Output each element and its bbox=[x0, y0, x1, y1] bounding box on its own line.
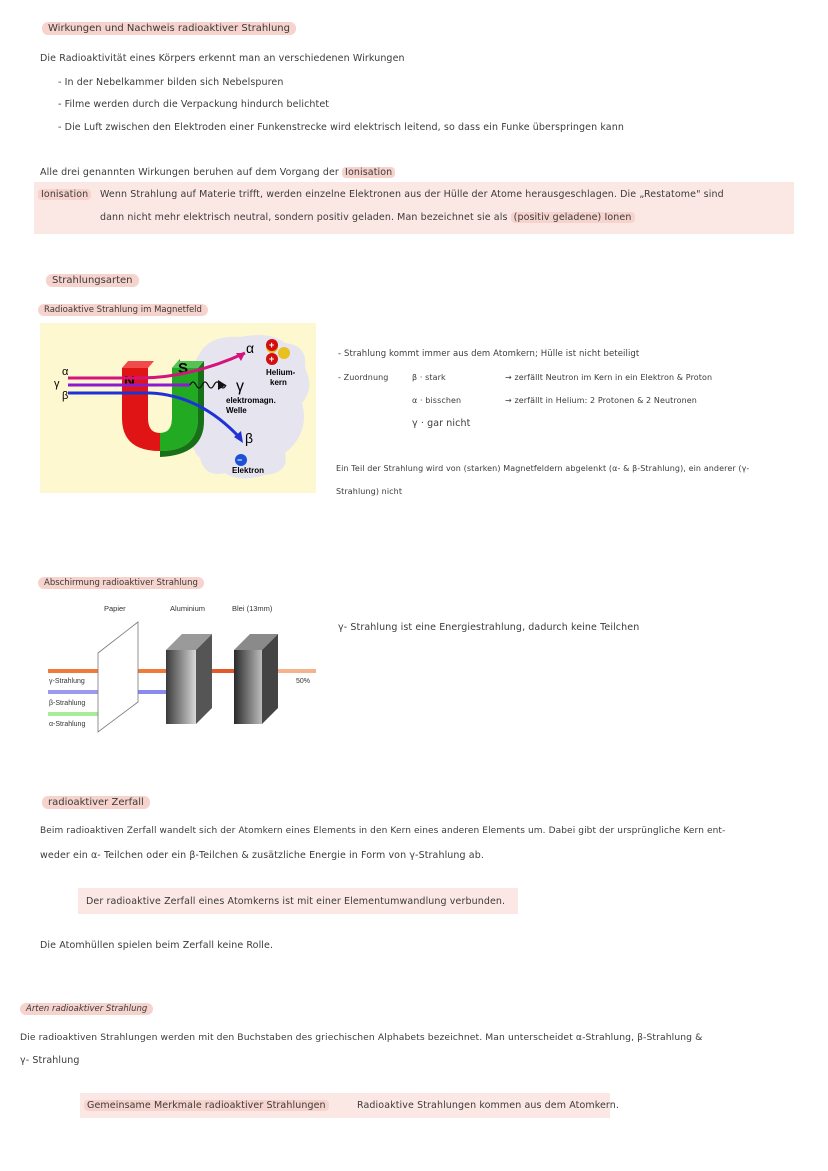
ionisation-line-2: dann nicht mehr elektrisch neutral, sondern positiv geladen. Man bezeichnet sie als (positiv geladene) Ionen bbox=[100, 212, 635, 223]
arten-line-1: Die radioaktiven Strahlungen werden mit den Buchstaben des griechischen Alphabets bezeichnet. Man unterscheidet α-Strahlung, β-Strahlung & bbox=[20, 1032, 703, 1043]
intro-text: Die Radioaktivität eines Körpers erkennt man an verschiedenen Wirkungen bbox=[40, 53, 405, 64]
note-ablenkung-2: Strahlung) nicht bbox=[336, 487, 403, 496]
papier-label: Papier bbox=[104, 604, 126, 613]
note-atomkern: - Strahlung kommt immer aus dem Atomkern; Hülle ist nicht beteiligt bbox=[338, 349, 640, 359]
electron-label: Elektron bbox=[232, 466, 265, 475]
beta-left-label: β bbox=[62, 390, 69, 402]
abschirmung-figure bbox=[40, 598, 330, 738]
wave-label-1: elektromagn. bbox=[226, 396, 276, 405]
magnet-n-label: N bbox=[124, 373, 135, 390]
zerfall-merksatz: Der radioaktive Zerfall eines Atomkerns ist mit einer Elementumwandlung verbunden. bbox=[86, 896, 506, 907]
beta-right-label: β bbox=[245, 430, 254, 446]
note-beta-arrow: → zerfällt Neutron im Kern in ein Elektron & Proton bbox=[505, 373, 713, 382]
magnetfeld-figure bbox=[40, 323, 316, 493]
summary-highlight: Ionisation bbox=[342, 167, 395, 178]
section-heading-wirkungen: Wirkungen und Nachweis radioaktiver Strahlung bbox=[42, 22, 296, 35]
ionisation-line-1: Wenn Strahlung auf Materie trifft, werden einzelne Elektronen aus der Hülle der Atome herausgeschlagen. Die „Restatome" sind bbox=[100, 189, 724, 200]
bullet-funkenstrecke: - Die Luft zwischen den Elektroden einer Funkenstrecke wird elektrisch leitend, so dass ein Funke überspringen kann bbox=[58, 122, 624, 133]
summary-line bbox=[40, 167, 395, 178]
bullet-nebelkammer: - In der Nebelkammer bilden sich Nebelspuren bbox=[58, 77, 284, 88]
helium-label-2: kern bbox=[270, 378, 287, 387]
magnet-s-label: S bbox=[178, 360, 189, 377]
svg-text:−: − bbox=[237, 455, 243, 465]
blei-label: Blei (13mm) bbox=[232, 604, 273, 613]
note-alpha: α · bisschen bbox=[412, 396, 462, 405]
beta-ray-label: β-Strahlung bbox=[49, 700, 86, 707]
gamma-right-label: γ bbox=[236, 378, 244, 395]
subheading-magnetfeld: Radioaktive Strahlung im Magnetfeld bbox=[38, 304, 208, 316]
atomhuellen-text: Die Atomhüllen spielen beim Zerfall keine Rolle. bbox=[40, 940, 274, 951]
alpha-left-label: α bbox=[62, 366, 69, 378]
ionen-highlight: (positiv geladene) Ionen bbox=[511, 212, 635, 223]
note-gamma-energie: γ- Strahlung ist eine Energiestrahlung, dadurch keine Teilchen bbox=[338, 622, 640, 633]
aluminium-label: Aluminium bbox=[170, 604, 206, 613]
section-heading-arten: Arten radioaktiver Strahlung bbox=[20, 1003, 153, 1015]
alpha-right-label: α bbox=[246, 340, 255, 356]
note-ablenkung-1: Ein Teil der Strahlung wird von (starken) Magnetfeldern abgelenkt (α- & β-Strahlung), ein anderer (γ- bbox=[336, 464, 750, 473]
ionisation-label: Ionisation bbox=[38, 189, 91, 200]
subheading-abschirmung: Abschirmung radioaktiver Strahlung bbox=[38, 577, 204, 589]
section-heading-strahlungsarten: Strahlungsarten bbox=[46, 274, 139, 287]
gamma-ray-label: γ-Strahlung bbox=[49, 678, 85, 685]
merkmale-label: Gemeinsame Merkmale radioaktiver Strahlungen bbox=[84, 1100, 329, 1111]
alpha-ray-label: α-Strahlung bbox=[49, 721, 86, 728]
section-heading-zerfall: radioaktiver Zerfall bbox=[42, 796, 150, 809]
note-zuordnung-label: - Zuordnung bbox=[338, 373, 389, 382]
zerfall-line-1: Beim radioaktiven Zerfall wandelt sich der Atomkern eines Elements in den Kern eines anderen Elements um. Dabei gibt der ursprüngliche Kern ent- bbox=[40, 826, 726, 836]
svg-text:+: + bbox=[269, 340, 275, 350]
summary-text: Alle drei genannten Wirkungen beruhen auf dem Vorgang der bbox=[40, 167, 339, 178]
gamma-left-label: γ bbox=[54, 378, 60, 390]
note-alpha-arrow: → zerfällt in Helium: 2 Protonen & 2 Neutronen bbox=[505, 396, 697, 405]
wave-label-2: Welle bbox=[226, 406, 247, 415]
zerfall-line-2: weder ein α- Teilchen oder ein β-Teilchen & zusätzliche Energie in Form von γ-Strahlung ab. bbox=[40, 850, 484, 861]
bullet-filme: - Filme werden durch die Verpackung hindurch belichtet bbox=[58, 99, 330, 110]
percent-label: 50% bbox=[296, 678, 311, 685]
note-beta: β · stark bbox=[412, 373, 446, 382]
svg-text:+: + bbox=[269, 354, 275, 364]
helium-label-1: Helium- bbox=[266, 368, 296, 377]
merkmale-text: Radioaktive Strahlungen kommen aus dem Atomkern. bbox=[357, 1100, 620, 1111]
arten-line-2: γ- Strahlung bbox=[20, 1055, 80, 1066]
note-gamma: γ · gar nicht bbox=[412, 418, 471, 429]
